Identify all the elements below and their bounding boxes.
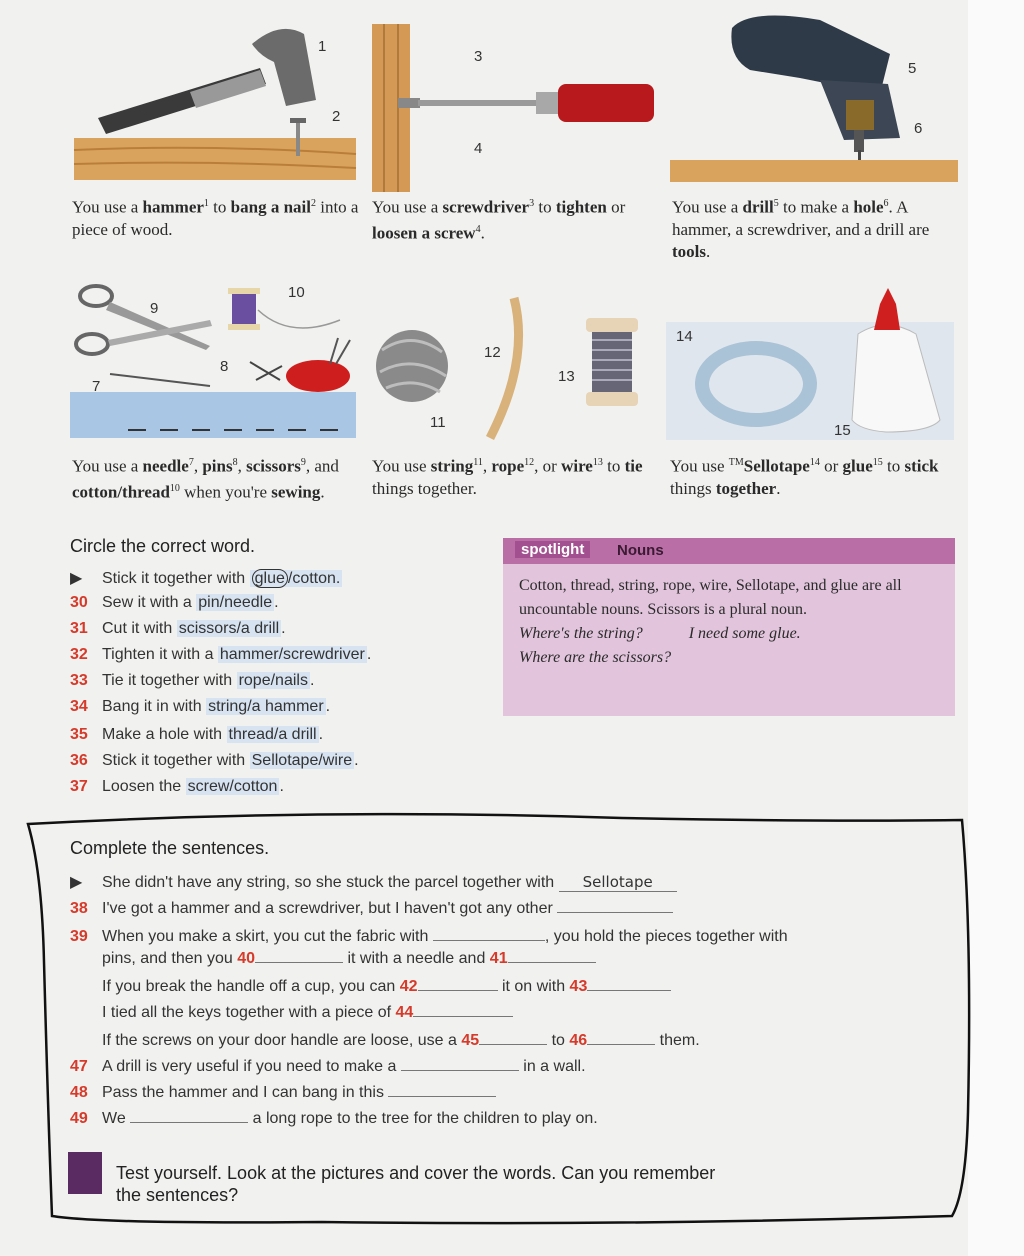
label-9: 9 xyxy=(150,300,159,317)
tools-illustrations-row2 xyxy=(60,280,960,450)
exercise2-item-39-line2: pins, and then you 40 it with a needle and 41 xyxy=(102,950,596,968)
exercise1-item-35[interactable]: 35 Make a hole with thread/a drill . xyxy=(70,726,324,743)
wood-plank-illustration xyxy=(74,138,356,180)
exercise1-item-34[interactable]: 34 Bang it in with string/a hammer . xyxy=(70,698,331,715)
exercise2-item-39-line4: I tied all the keys together with a piece of 44 xyxy=(102,1004,513,1022)
blank-41[interactable] xyxy=(508,950,596,963)
label-4: 4 xyxy=(474,140,483,157)
exercise1-item-30[interactable]: 30 Sew it with a pin/needle . xyxy=(70,594,279,611)
blank-47[interactable] xyxy=(401,1058,519,1071)
exercise2-item-38: 38 I've got a hammer and a screwdriver, but I haven't got any other xyxy=(70,900,673,918)
exercise2-item-39: 39 When you make a skirt, you cut the fabric with , you hold the pieces together with xyxy=(70,928,788,945)
rope-illustration xyxy=(490,298,519,438)
nail-illustration xyxy=(296,120,300,156)
caption-hammer: You use a hammer$^1$ to bang a nail$^2$ into a piece of wood. xyxy=(72,197,359,239)
spotlight-body xyxy=(519,574,939,670)
label-6: 6 xyxy=(914,120,923,137)
label-2: 2 xyxy=(332,108,341,125)
exercise1-title: Circle the correct word. xyxy=(70,536,256,556)
pins-illustration xyxy=(250,362,282,380)
blank-39[interactable] xyxy=(433,928,545,941)
spotlight-examples: Where's the string? I need some glue. xyxy=(519,625,801,642)
example2-arrow-icon: ▶ xyxy=(70,874,83,891)
test-yourself-text: Test yourself. Look at the pictures and cover the words. Can you remember the sentences? xyxy=(116,1163,716,1205)
blank-46[interactable] xyxy=(587,1032,655,1045)
screwdriver-illustration xyxy=(398,84,654,122)
label-11: 11 xyxy=(430,414,446,431)
label-13: 13 xyxy=(558,368,575,385)
caption-string: You use string$^{11}$, rope$^{12}$, or wire$^{13}$ to tie things together. xyxy=(372,456,643,498)
label-14: 14 xyxy=(676,328,693,345)
blank-42[interactable] xyxy=(418,978,498,991)
blank-48[interactable] xyxy=(388,1084,496,1097)
exercise2-example: ▶ She didn't have any string, so she stuck the parcel together with Sellotape xyxy=(70,872,677,892)
spotlight-example-3: Where are the scissors? xyxy=(519,649,672,666)
blank-43[interactable] xyxy=(587,978,671,991)
spotlight-box xyxy=(503,538,955,716)
example-arrow-icon: ▶ xyxy=(70,570,83,587)
exercise2-title: Complete the sentences. xyxy=(70,838,270,858)
label-12: 12 xyxy=(484,344,501,361)
exercise2-item-48: 48 Pass the hammer and I can bang in this xyxy=(70,1084,496,1102)
exercise2-item-39-line3: If you break the handle off a cup, you can 42 it on with 43 xyxy=(102,978,671,996)
wire-reel-illustration xyxy=(586,318,638,406)
exercise2-item-39-line5: If the screws on your door handle are loose, use a 45 to 46 them. xyxy=(102,1032,700,1049)
spotlight-header xyxy=(503,538,955,564)
exercise1-item-37[interactable]: 37 Loosen the screw/cotton . xyxy=(70,778,284,795)
label-7: 7 xyxy=(92,378,101,395)
pincushion-illustration xyxy=(286,360,350,392)
label-8: 8 xyxy=(220,358,229,375)
label-15: 15 xyxy=(834,422,851,439)
example-answer: Sellotape xyxy=(559,873,677,892)
label-3: 3 xyxy=(474,48,483,65)
caption-glue: You use ™Sellotape$^{14}$ or glue$^{15}$ to stick things together. xyxy=(670,456,939,498)
spotlight-title: Nouns xyxy=(617,542,664,559)
drill-wood-illustration xyxy=(670,160,958,182)
label-10: 10 xyxy=(288,284,305,301)
exercise2-item-49: 49 We a long rope to the tree for the children to play on. xyxy=(70,1110,598,1127)
fabric-illustration xyxy=(70,392,356,438)
exercise2-item-47: 47 A drill is very useful if you need to make a in a wall. xyxy=(70,1058,586,1075)
blank-45[interactable] xyxy=(479,1032,547,1045)
drill-illustration xyxy=(731,16,900,167)
test-yourself-icon xyxy=(68,1152,102,1194)
exercise1-item-31[interactable]: 31 Cut it with scissors/a drill . xyxy=(70,620,286,637)
scissors-illustration xyxy=(76,286,212,354)
caption-drill: You use a drill$^5$ to make a hole$^6$. A hammer, a screwdriver, and a drill are tools. xyxy=(672,197,930,261)
exercise1-item-32[interactable]: 32 Tighten it with a hammer/screwdriver . xyxy=(70,646,372,663)
exercise1-item-36[interactable]: 36 Stick it together with Sellotape/wire . xyxy=(70,752,359,769)
circled-answer: glue xyxy=(252,569,288,588)
caption-sewing: You use a needle$^7$, pins$^8$, scissors$^9$, and cotton/thread$^{10}$ when you're sewing. xyxy=(72,456,339,502)
blank-40[interactable] xyxy=(255,950,343,963)
spotlight-tag: spotlight xyxy=(515,541,590,558)
exercise1-example: ▶ Stick it together with glue /cotton. xyxy=(70,570,341,587)
right-margin xyxy=(968,0,1024,1256)
needle-illustration xyxy=(110,374,210,386)
cotton-reel-illustration xyxy=(228,288,260,330)
blank-38[interactable] xyxy=(557,900,673,913)
blank-44[interactable] xyxy=(413,1004,513,1017)
blank-49[interactable] xyxy=(130,1110,248,1123)
exercise1-item-33[interactable]: 33 Tie it together with rope/nails . xyxy=(70,672,315,689)
tools-illustrations-row1 xyxy=(60,14,960,194)
label-5: 5 xyxy=(908,60,917,77)
hammer-illustration xyxy=(98,29,316,134)
label-1: 1 xyxy=(318,38,327,55)
spotlight-text: Cotton, thread, string, rope, wire, Sellotape, and glue are all uncountable nouns. Scissors is a plural noun. xyxy=(519,577,902,618)
caption-screwdriver: You use a screwdriver$^3$ to tighten or loosen a screw$^4$. xyxy=(372,197,626,243)
